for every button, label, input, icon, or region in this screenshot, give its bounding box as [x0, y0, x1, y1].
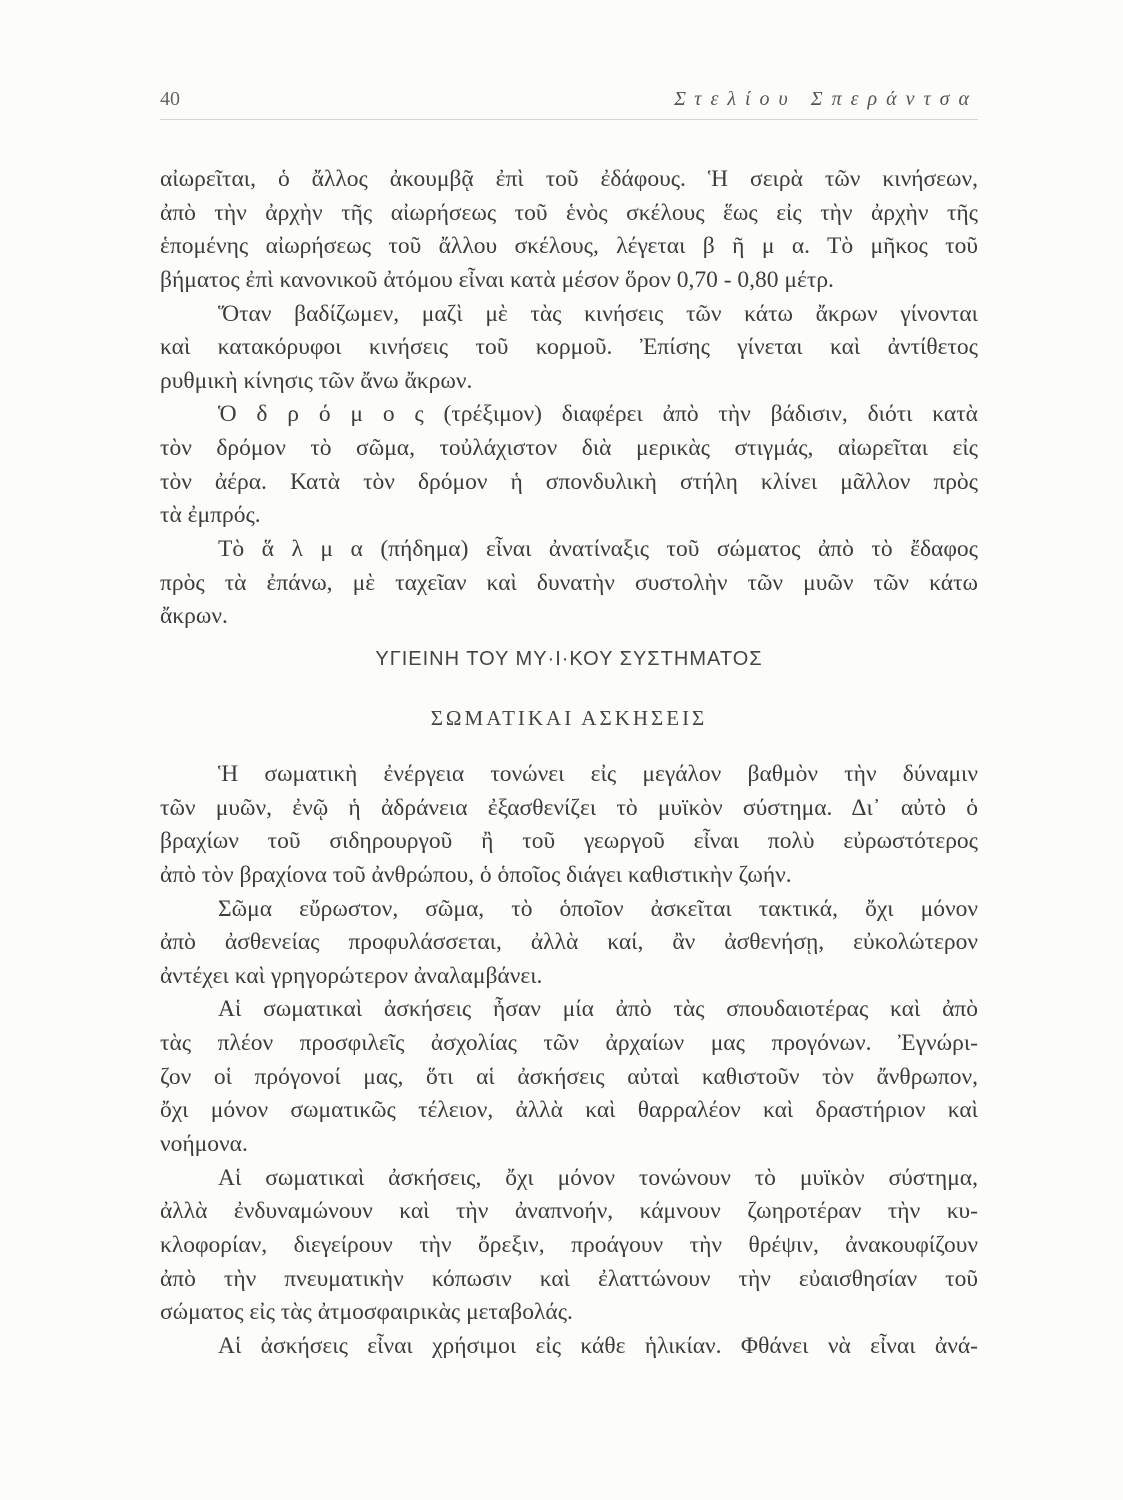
- paragraph: [160, 1330, 978, 1364]
- paragraph: [160, 993, 978, 1161]
- text-line: ἄκρων.: [160, 603, 228, 630]
- text-line: ἀπὸ τὴν πνευματικὴν κόπωσιν καὶ ἐλαττώνουν τὴν εὐαισθησίαν τοῦ: [160, 1265, 978, 1292]
- section-heading: ΥΓΙΕΙΝΗ ΤΟΥ ΜΥ·Ι·ΚΟΥ ΣΥΣΤΗΜΑΤΟΣ: [375, 648, 763, 670]
- text-line: ἀπὸ ἀσθενείας προφυλάσσεται, ἀλλὰ καί, ἂν ἀσθενήσῃ, εὐκολώτερον: [160, 929, 978, 956]
- text-line: καὶ κατακόρυφοι κινήσεις τοῦ κορμοῦ. Ἐπίσης γίνεται καὶ ἀντίθετος: [160, 334, 978, 361]
- text-line: ἀπὸ τὴν ἀρχὴν τῆς αἰωρήσεως τοῦ ἑνὸς σκέλους ἕως εἰς τὴν ἀρχὴν τῆς: [160, 199, 978, 226]
- text-line: ἀντέχει καὶ γρηγορώτερον ἀναλαμβάνει.: [160, 962, 543, 989]
- text-line: κλοφορίαν, διεγείρουν τὴν ὄρεξιν, προάγουν τὴν θρέψιν, ἀνακουφίζουν: [160, 1231, 978, 1258]
- text-block-walking-running: [160, 163, 978, 634]
- text-line: Αἱ ἀσκήσεις εἶναι χρήσιμοι εἰς κάθε ἡλικίαν. Φθάνει νὰ εἶναι ἀνά-: [218, 1332, 978, 1359]
- subsection-heading: ΣΩΜΑΤΙΚΑΙ ΑΣΚΗΣΕΙΣ: [430, 706, 708, 730]
- text-line: ρυθμικὴ κίνησις τῶν ἄνω ἄκρων.: [160, 367, 473, 394]
- page-number: 40: [160, 88, 180, 110]
- text-line: σώματος εἰς τὰς ἀτμοσφαιρικὰς μεταβολάς.: [160, 1299, 573, 1326]
- paragraph: [160, 298, 978, 399]
- running-title: Στελίου Σπεράντσα: [674, 88, 978, 110]
- text-line: τὸν δρόμον τὸ σῶμα, τοὐλάχιστον διὰ μερικὰς στιγμάς, αἰωρεῖται εἰς: [160, 435, 978, 462]
- text-line: ὄχι μόνον σωματικῶς τέλειον, ἀλλὰ καὶ θαρραλέον καὶ δραστήριον καὶ: [160, 1097, 978, 1124]
- header-rule: [160, 119, 978, 120]
- page-header: [160, 88, 978, 116]
- text-line: νοήμονα.: [160, 1131, 248, 1158]
- text-line: Ἡ σωματικὴ ἐνέργεια τονώνει εἰς μεγάλον βαθμὸν τὴν δύναμιν: [218, 761, 978, 787]
- text-line: Αἱ σωματικαὶ ἀσκήσεις ἦσαν μία ἀπὸ τὰς σπουδαιοτέρας καὶ ἀπὸ: [218, 996, 978, 1023]
- text-line: τὸν ἀέρα. Κατὰ τὸν δρόμον ἡ σπονδυλικὴ στήλη κλίνει μᾶλλον πρὸς: [160, 468, 978, 495]
- text-line: βήματος ἐπὶ κανονικοῦ ἀτόμου εἶναι κατὰ μέσον ὅρον 0,70 - 0,80 μέτρ.: [160, 266, 834, 293]
- paragraph: [160, 893, 978, 994]
- text-line: ζον οἱ πρόγονοί μας, ὅτι αἱ ἀσκήσεις αὐταὶ καθιστοῦν τὸν ἄνθρωπον,: [160, 1063, 978, 1090]
- text-line: αἰωρεῖται, ὁ ἄλλος ἀκουμβᾷ ἐπὶ τοῦ ἐδάφους. Ἡ σειρὰ τῶν κινήσεων,: [160, 166, 978, 192]
- paragraph: [160, 163, 978, 298]
- text-line: πρὸς τὰ ἐπάνω, μὲ ταχεῖαν καὶ δυνατὴν συστολὴν τῶν μυῶν τῶν κάτω: [160, 569, 978, 596]
- text-line: τὰς πλέον προσφιλεῖς ἀσχολίας τῶν ἀρχαίων μας προγόνων. Ἐγνώρι-: [160, 1030, 978, 1057]
- paragraph: [160, 533, 978, 634]
- text-line: βραχίων τοῦ σιδηρουργοῦ ἢ τοῦ γεωργοῦ εἶναι πολὺ εὐρωστότερος: [160, 828, 978, 855]
- text-line: Ὅταν βαδίζωμεν, μαζὶ μὲ τὰς κινήσεις τῶν κάτω ἄκρων γίνονται: [218, 300, 978, 327]
- text-block-exercises: [160, 758, 978, 1364]
- text-line: Τὸ ἅ λ μ α (πήδημα) εἶναι ἀνατίναξις τοῦ σώματος ἀπὸ τὸ ἔδαφος: [218, 536, 978, 563]
- paragraph: [160, 398, 978, 533]
- text-line: ἑπομένης αἰωρήσεως τοῦ ἄλλου σκέλους, λέγεται β ῆ μ α. Τὸ μῆκος τοῦ: [160, 233, 978, 260]
- text-line: Σῶμα εὔρωστον, σῶμα, τὸ ὁποῖον ἀσκεῖται τακτικά, ὄχι μόνον: [218, 895, 978, 922]
- text-line: Ὁ δ ρ ό μ ο ς (τρέξιμον) διαφέρει ἀπὸ τὴν βάδισιν, διότι κατὰ: [218, 401, 978, 428]
- paragraph: [160, 758, 978, 893]
- text-line: τὰ ἐμπρός.: [160, 502, 261, 529]
- paragraph: [160, 1162, 978, 1330]
- text-line: ἀλλὰ ἐνδυναμώνουν καὶ τὴν ἀναπνοήν, κάμνουν ζωηροτέραν τὴν κυ-: [160, 1198, 978, 1225]
- text-line: Αἱ σωματικαὶ ἀσκήσεις, ὄχι μόνον τονώνουν τὸ μυϊκὸν σύστημα,: [218, 1164, 978, 1191]
- text-line: τῶν μυῶν, ἐνῷ ἡ ἀδράνεια ἐξασθενίζει τὸ μυϊκὸν σύστημα. Δι᾽ αὐτὸ ὁ: [160, 794, 978, 821]
- text-line: ἀπὸ τὸν βραχίονα τοῦ ἀνθρώπου, ὁ ὁποῖος διάγει καθιστικὴν ζωήν.: [160, 861, 792, 888]
